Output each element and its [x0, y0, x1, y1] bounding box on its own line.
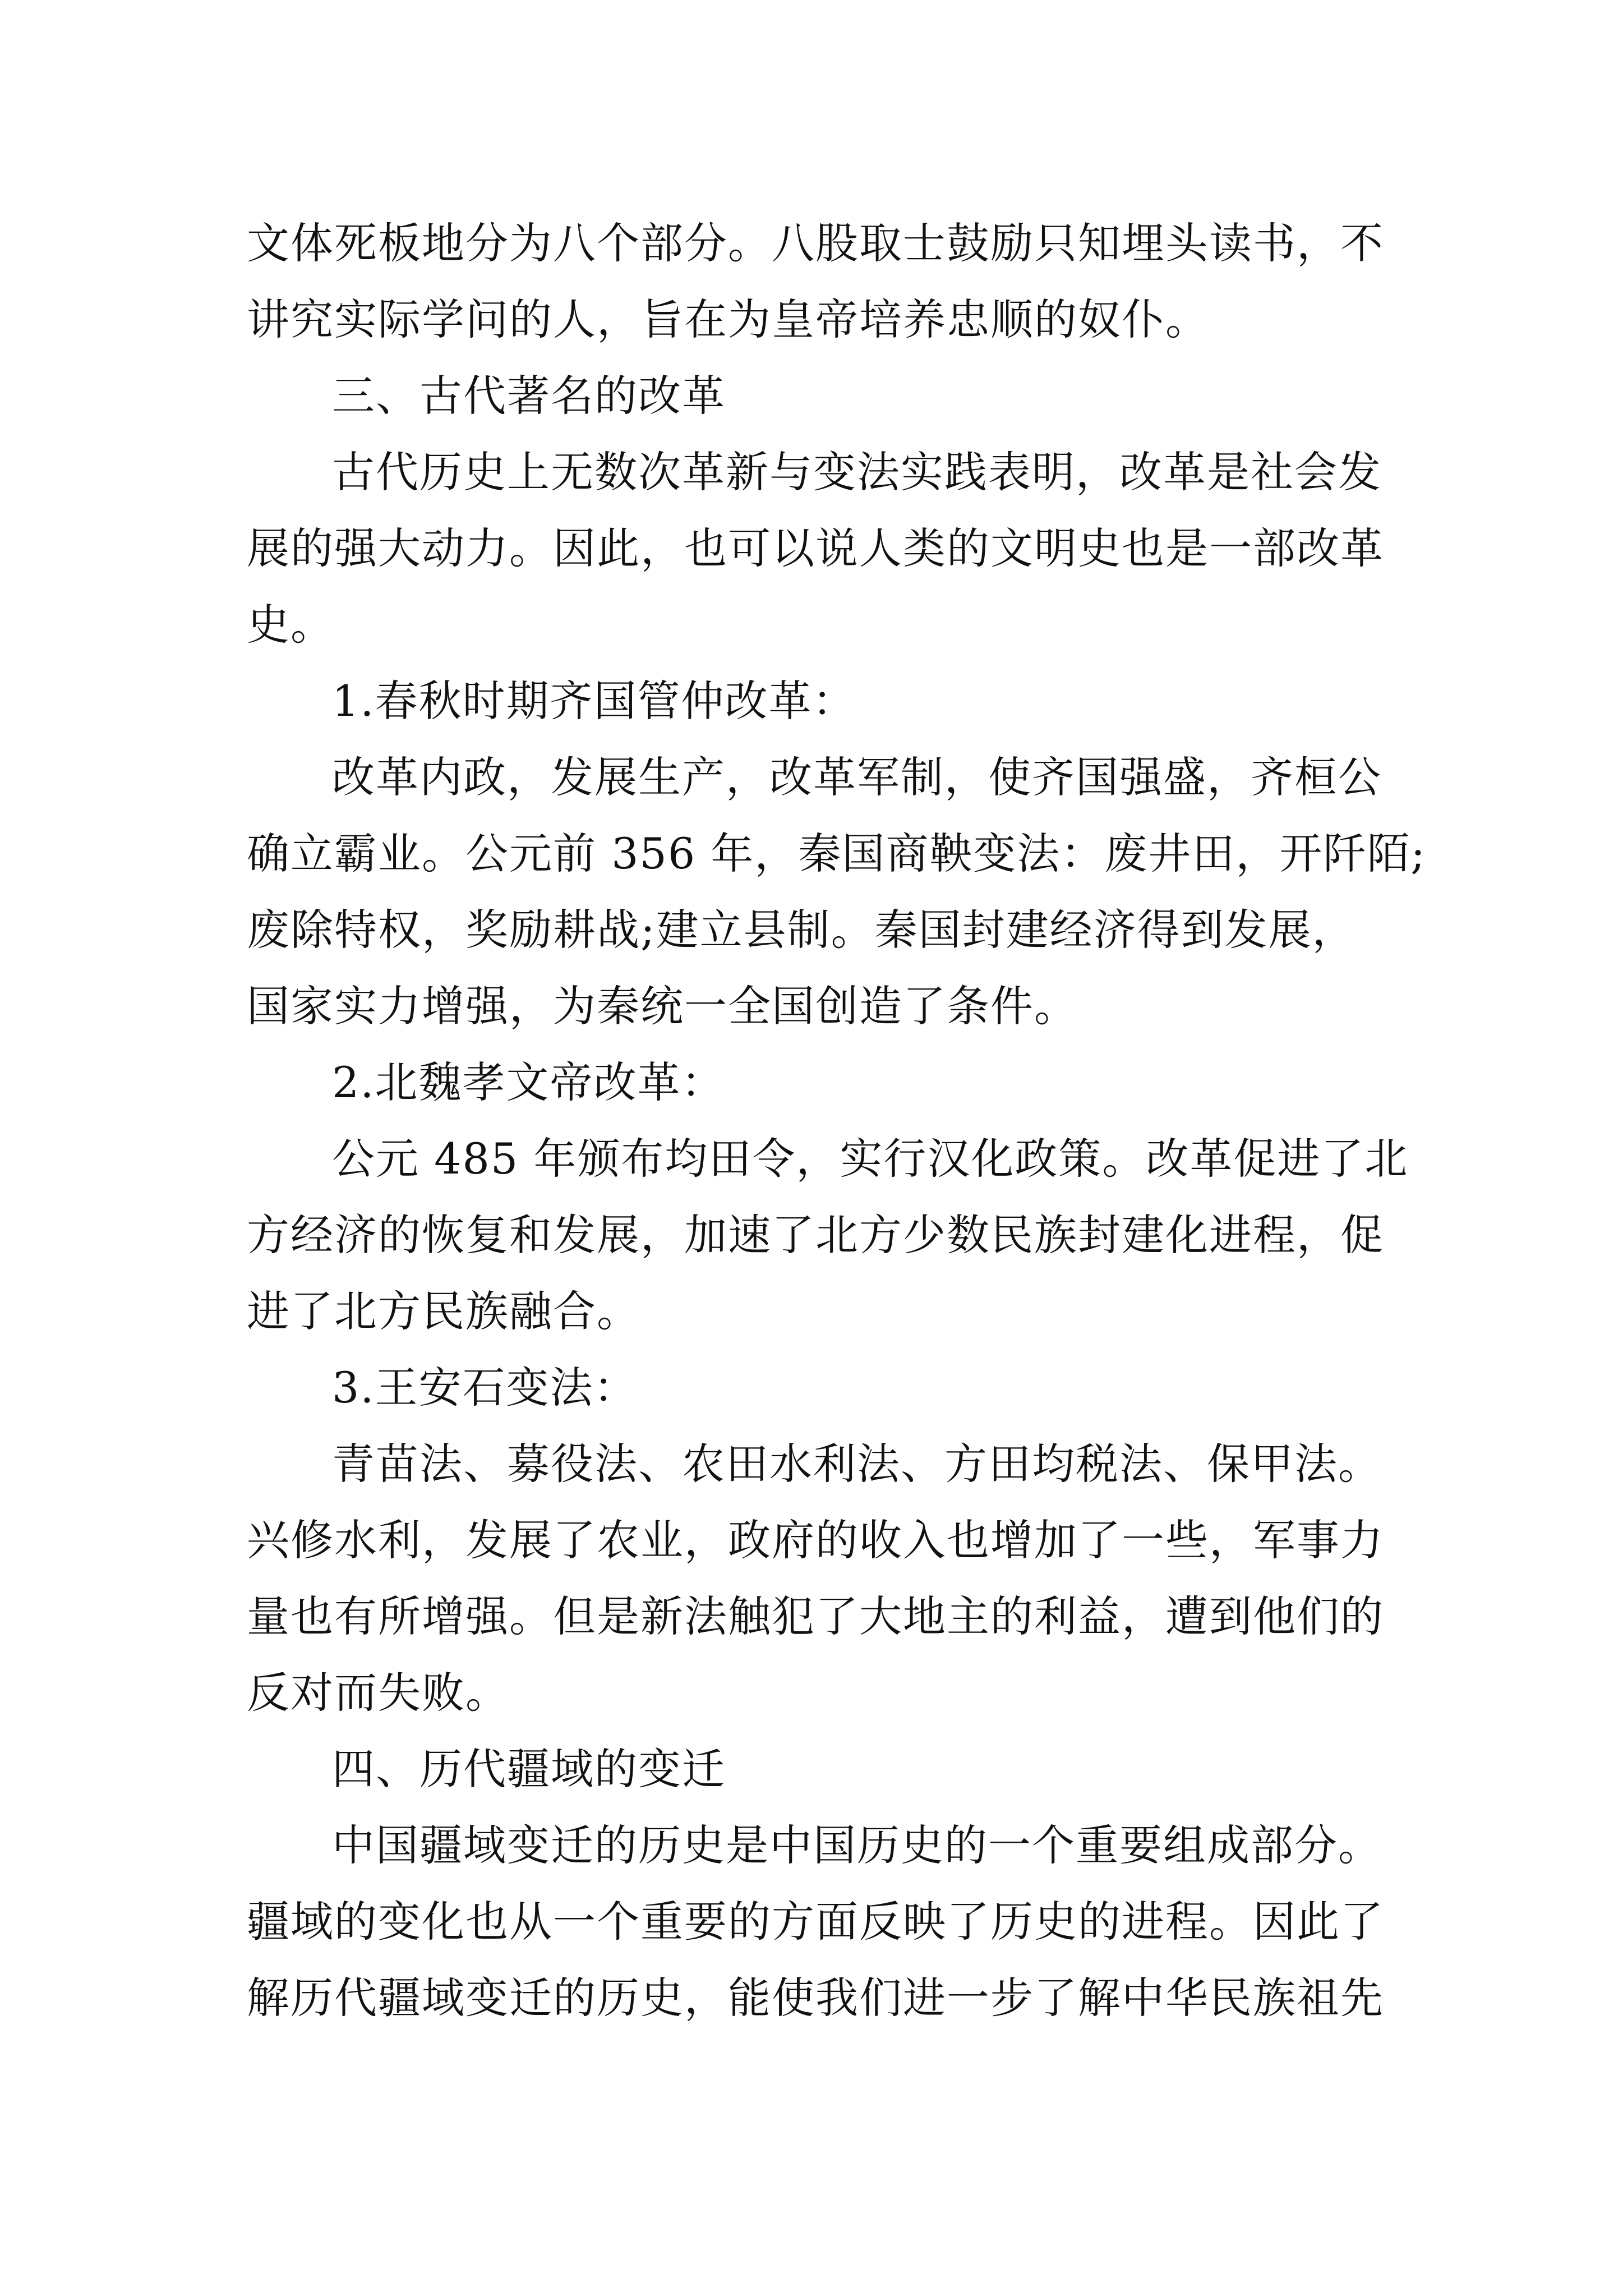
text-line: 文体死板地分为八个部分。八股取士鼓励只知埋头读书，不: [247, 218, 1384, 268]
text-line: 青苗法、募役法、农田水利法、方田均税法、保甲法。: [332, 1439, 1382, 1489]
text-line: 确立霸业。公元前 356 年，秦国商鞅变法：废井田，开阡陌;: [247, 829, 1426, 878]
document-body: [247, 205, 1426, 2036]
text-line: 进了北方民族融合。: [247, 1286, 640, 1336]
text-line: 四、历代疆域的变迁: [332, 1744, 726, 1794]
text-line: 古代历史上无数次革新与变法实践表明，改革是社会发: [332, 447, 1382, 497]
text-line: 国家实力增强，为秦统一全国创造了条件。: [247, 981, 1078, 1031]
text-line: 中国疆域变迁的历史是中国历史的一个重要组成部分。: [332, 1820, 1382, 1870]
text-line: 展的强大动力。因此，也可以说人类的文明史也是一部改革: [247, 523, 1384, 573]
text-line: 讲究实际学问的人，旨在为皇帝培养忠顺的奴仆。: [247, 295, 1209, 344]
text-line: 废除特权，奖励耕战;建立县制。秦国封建经济得到发展，: [247, 905, 1356, 955]
text-line: 方经济的恢复和发展，加速了北方少数民族封建化进程，促: [247, 1210, 1384, 1260]
text-line: 公元 485 年颁布均田令，实行汉化政策。改革促进了北: [332, 1134, 1409, 1184]
text-line: 反对而失败。: [247, 1668, 509, 1718]
text-line: 改革内政，发展生产，改革军制，使齐国强盛，齐桓公: [332, 752, 1382, 802]
text-line: 疆域的变化也从一个重要的方面反映了历史的进程。因此了: [247, 1897, 1384, 1947]
text-line: 三、古代著名的改革: [332, 371, 726, 421]
text-line: 2.北魏孝文帝改革：: [332, 1057, 725, 1107]
text-line: 3.王安石变法：: [332, 1363, 638, 1412]
text-line: 史。: [247, 600, 334, 650]
text-line: 1.春秋时期齐国管仲改革：: [332, 676, 856, 726]
text-line: 解历代疆域变迁的历史，能使我们进一步了解中华民族祖先: [247, 1973, 1384, 2023]
text-line: 量也有所增强。但是新法触犯了大地主的利益，遭到他们的: [247, 1591, 1384, 1641]
text-line: 兴修水利，发展了农业，政府的收入也增加了一些，军事力: [247, 1515, 1384, 1565]
